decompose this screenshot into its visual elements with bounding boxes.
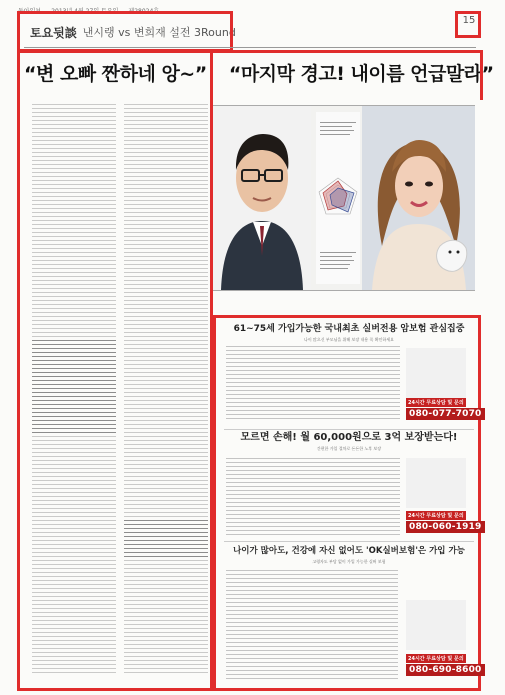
ad-1-title: 61~75세 가입가능한 국내최초 실버전용 암보험 관심집중 [233,324,465,334]
article-dialogue-block-2 [124,520,208,560]
ad-3-title: 나이가 많아도, 건강에 자신 없어도 'OK실버보험'은 가입 가능 [233,546,465,556]
ad-1-badge: 24시간 무료상담 및 문의 [408,400,464,406]
section-title: 낸시랭 vs 변희재 설전 3Round [82,26,236,39]
ad-1-logo [406,348,466,398]
ad-1-body [226,346,400,422]
section-tag: 토요뒷談 [30,25,77,40]
page-number: 15 [462,15,476,26]
masthead-date: 2013년 4월 27일 토요일 [51,8,119,15]
highlight-box-page-number [455,11,481,38]
ad-2-subtitle: 간편한 가입 절차로 든든한 노후 보장 [316,446,382,451]
radar-chart-icon [316,112,360,284]
highlight-box-headline [17,50,483,100]
ad-2-badge: 24시간 무료상담 및 문의 [408,513,464,519]
headline-quote-right: “마지막 경고! 내이름 언급말라” [228,63,494,85]
masthead-edition: 제28024호 [128,8,160,15]
ad-3-phone[interactable]: 080-690-8600 [406,664,485,676]
ad-1-subtitle: 나이 많으신 부모님을 위해 보장 내용 꼭 확인하세요 [303,337,395,342]
ad-3-body [226,570,398,680]
woman-portrait-icon [362,106,475,290]
ad-3-subtitle: 고령자도 부담 없이 가입 가능한 실버 보험 [312,559,386,564]
ad-2-logo [406,458,466,508]
ad-3-badge: 24시간 무료상담 및 문의 [408,656,464,662]
photo-nancy-lang [362,106,475,290]
masthead-paper: 동아일보 [18,8,42,15]
header-rule [24,47,476,48]
comparison-chart [316,112,360,284]
photo-byun-heejae [213,106,311,290]
ad-3-logo [406,600,466,650]
article-dialogue-block [32,340,116,435]
ad-2-phone[interactable]: 080-060-1919 [406,521,485,533]
article-column-2 [124,104,208,674]
ad-1-phone[interactable]: 080-077-7070 [406,408,485,420]
man-portrait-icon [213,106,311,290]
highlight-box-section [17,11,233,52]
ad-2-body [226,458,400,536]
headline-quote-left: “변 오빠 짠하네 앙~” [24,63,207,85]
ad-2-title: 모르면 손해! 월 60,000원으로 3억 보장받는다! [240,432,458,443]
